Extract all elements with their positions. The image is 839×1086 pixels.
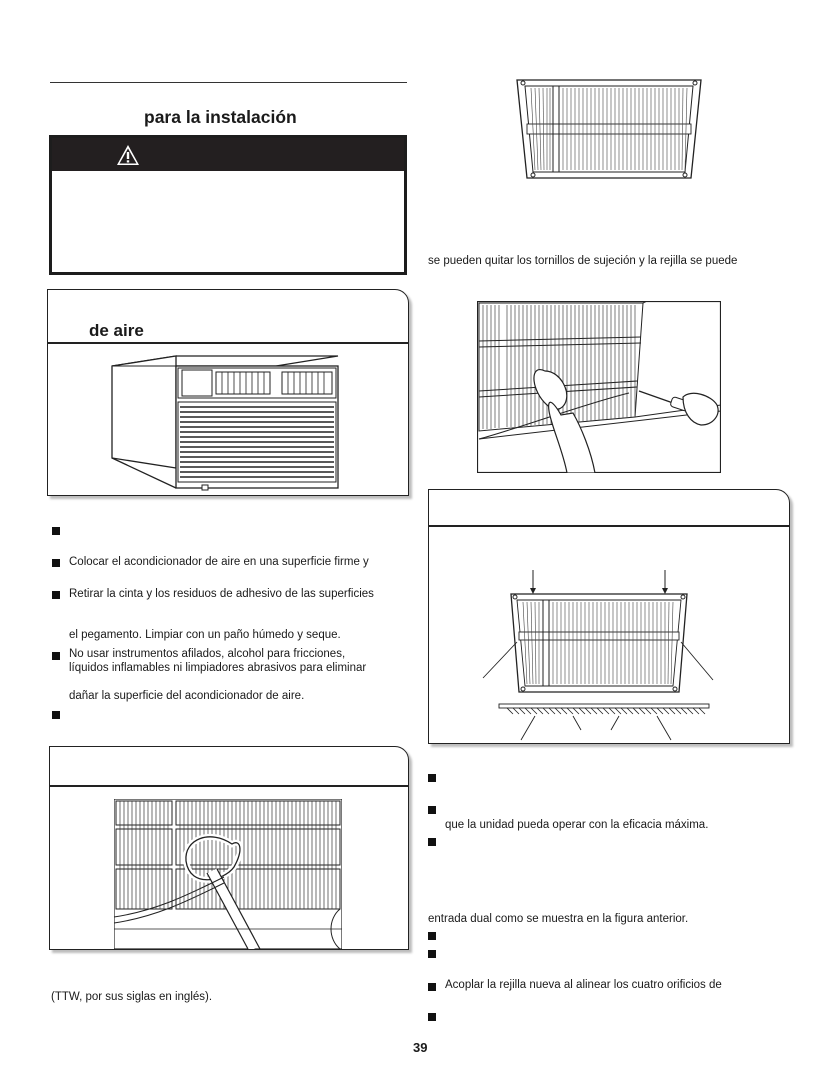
filter-closeup-illustration: [114, 799, 342, 949]
paragraph-line: Colocar el acondicionador de aire en una superficie firme y: [69, 556, 369, 568]
paragraph-line: entrada dual como se muestra en la figura anterior.: [428, 913, 689, 925]
bullet: [52, 591, 60, 599]
panel-title: de aire: [89, 321, 144, 340]
bullet: [52, 527, 60, 535]
bullet: [52, 652, 60, 660]
unpack-panel: [47, 289, 409, 496]
paragraph-line: Acoplar la rejilla nueva al alinear los cuatro orificios de: [445, 979, 722, 991]
warning-header-bar: [52, 138, 404, 171]
section-title: para la instalación: [144, 107, 297, 127]
bullet: [428, 950, 436, 958]
paragraph-line: que la unidad pueda operar con la eficacia máxima.: [445, 819, 709, 831]
front-grille-illustration: [515, 78, 703, 182]
paragraph-line: dañar la superficie del acondicionador de aire.: [69, 690, 305, 702]
bullet: [428, 806, 436, 814]
warning-triangle-icon: [116, 144, 140, 166]
panel-divider: [429, 525, 789, 527]
bullet: [428, 838, 436, 846]
air-conditioner-illustration: [106, 352, 346, 492]
paragraph-line: (TTW, por sus siglas en inglés).: [51, 991, 213, 1003]
paragraph-line: Retirar la cinta y los residuos de adhesivo de las superficies: [69, 588, 374, 600]
bullet: [428, 983, 436, 991]
bullet: [428, 774, 436, 782]
top-rule: [50, 82, 407, 83]
panel-divider: [48, 342, 408, 344]
remove-screws-illustration: [477, 301, 721, 473]
paragraph-line: se pueden quitar los tornillos de sujeción y la rejilla se puede: [428, 255, 738, 267]
grille-arrows-illustration: [477, 570, 749, 742]
grille-panel: [428, 489, 790, 744]
paragraph-line: No usar instrumentos afilados, alcohol para fricciones,: [69, 648, 346, 660]
filter-panel: [49, 746, 409, 950]
panel-divider: [50, 785, 408, 787]
page-number: 39: [413, 1040, 428, 1055]
paragraph-line: el pegamento. Limpiar con un paño húmedo y seque.: [69, 629, 341, 641]
bullet: [428, 932, 436, 940]
paragraph-line: líquidos inflamables ni limpiadores abrasivos para eliminar: [69, 662, 367, 674]
warning-box: [49, 135, 407, 275]
bullet: [52, 559, 60, 567]
bullet: [428, 1013, 436, 1021]
bullet: [52, 711, 60, 719]
